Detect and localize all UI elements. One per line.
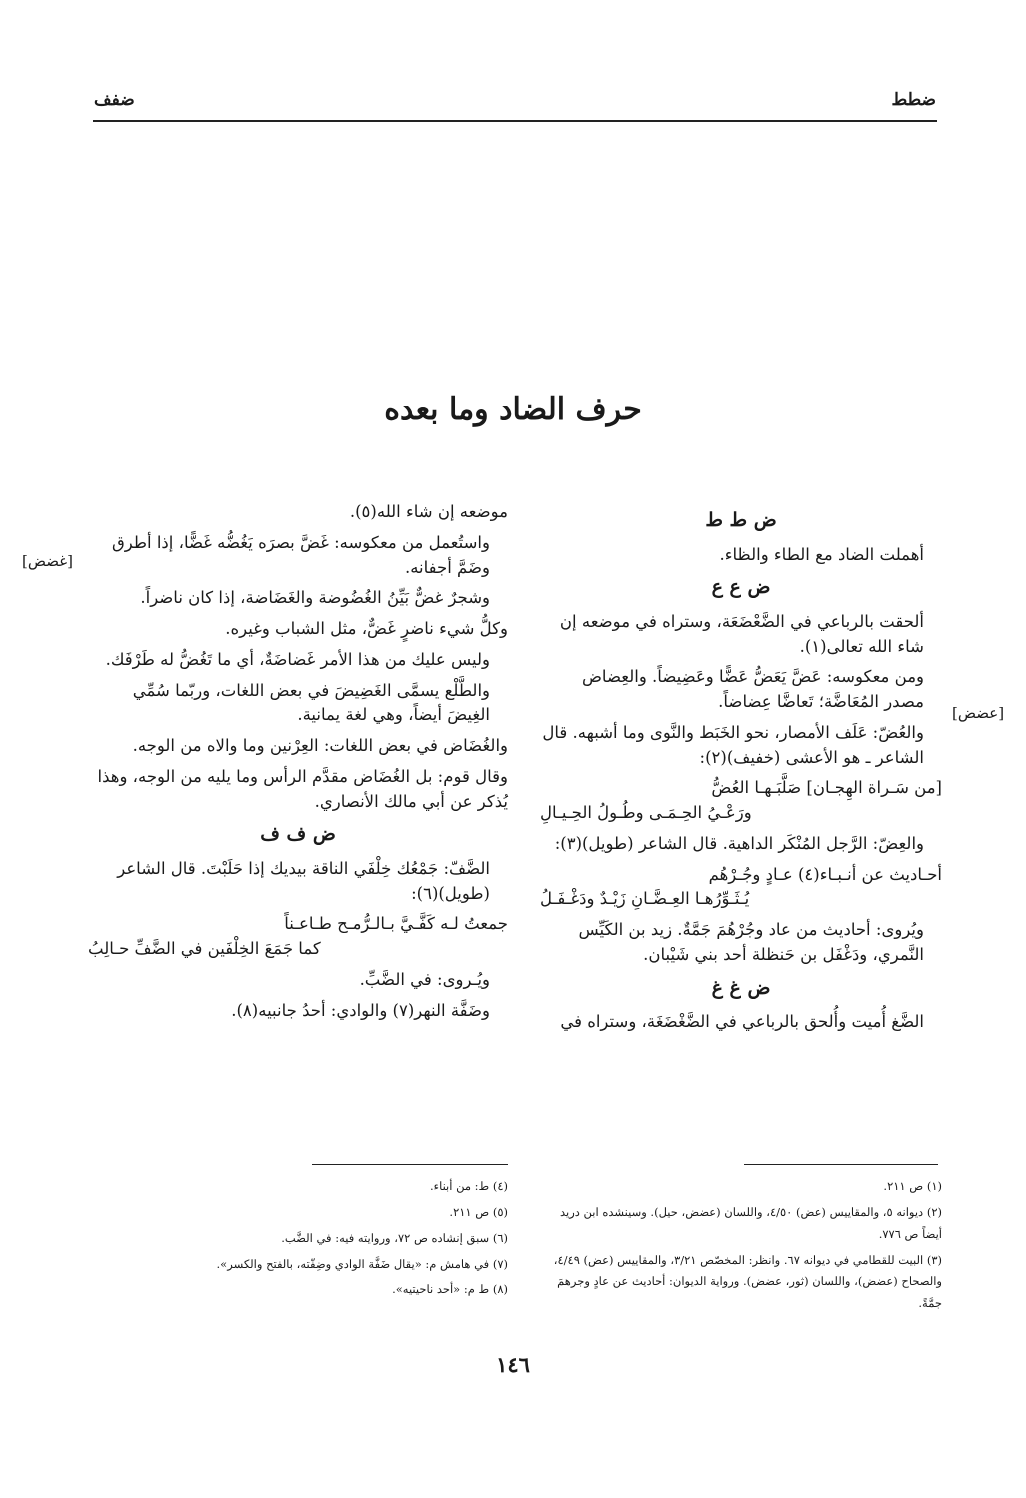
header-right-word: ضطط xyxy=(891,90,936,110)
entry-text: والعُضّ: عَلَف الأمصار، نحو الخَبَط والنَّوى وما أشبهه. قال الشاعر ـ هو الأعشى (خفيف)(٢): xyxy=(542,722,924,767)
page-number: ١٤٦ xyxy=(496,1352,530,1377)
left-column xyxy=(88,500,508,1029)
verse-line: أحـاديث عن أنـبـاء(٤) عـادٍ وجُـرْهُم xyxy=(708,864,942,884)
header-left-word: ضفف xyxy=(94,90,135,110)
footnote-rule-left xyxy=(312,1164,508,1165)
verse-line: جمعتُ لـه كَفَّـيَّ بـالـرُّمـح طـاعـناً xyxy=(284,914,508,934)
entry-text: وقال قوم: بل الغُضَاض مقدَّم الرأس وما يليه من الوجه، وهذا يُذكر عن أبي مالك الأنصاري. xyxy=(97,766,508,811)
entry-text: وكلُّ شيء ناضرٍ غَضٌّ، مثل الشباب وغيره. xyxy=(225,619,508,638)
entry-text: موضعه إن شاء الله(٥). xyxy=(349,502,508,521)
footnote: (٣) البيت للقطامي في ديوانه ٦٧. وانظر: المخصّص ٣/٢١، والمقاييس (عض) ٤/٤٩، والصحاح (عضض)، واللسان (ثور، عضض). ورواية الديوان: أحاديث عن عادٍ وجرهمَ جمَّةً. xyxy=(553,1252,942,1311)
entry-text: ويُروى: أحاديث من عاد وجُرْهُمَ جَمَّةٌ. زيد بن الكَيِّس النَّمري، ودَغْفَل بن حَنظلة أحد بني شَيْبان. xyxy=(578,920,924,964)
footnote: (٨) ط م: «أحد ناحيتيه». xyxy=(392,1282,508,1297)
right-column xyxy=(540,500,942,1041)
footnotes-right xyxy=(540,1176,942,1319)
entry-text: أهملت الضاد مع الطاء والظاء. xyxy=(719,544,924,564)
footnote: (٦) سبق إنشاده ص ٧٢، وروايته فيه: في الضَّب. xyxy=(281,1230,508,1245)
footnote: (٢) ديوانه ٥، والمقاييس (عض) ٤/٥٠، واللسان (عضض، حيل). وسينشده ابن دريد أيضاً ص ٧٧٦. xyxy=(559,1204,942,1241)
verse-line: [من سَـراة الهِجـان] صَلَّبَـهـا العُضُّ xyxy=(711,778,942,798)
entry-title-dtt: ض ط ط xyxy=(705,509,777,531)
entry-text: والطَّلْع يسمَّى الغَضِيضَ في بعض اللغات، وربّما سُمِّي الغِيضَ أيضاً، وهي لغة يمانية. xyxy=(132,680,490,725)
entry-text: والغُضَاض في بعض اللغات: العِرْنين وما والاه من الوجه. xyxy=(132,736,508,755)
entry-text: وشجرٌ غضٌّ بَيِّنُ الغُضُوضة والغَضَاضة، إذا كان ناضراً. xyxy=(140,588,490,608)
entry-title-dgg: ض غ غ xyxy=(711,976,771,999)
verse-line: ورَعْـيُ الحِـمَـى وطُـولُ الحِـيـالِ xyxy=(540,803,752,822)
verse-line: كما جَمَعَ الخِلْفَين في الضَّفِّ حـالِبُ xyxy=(88,939,321,958)
verse xyxy=(540,776,942,826)
footnote: (١) ص ٢١١. xyxy=(883,1179,942,1193)
entry-title-dff: ض ف ف xyxy=(260,823,336,846)
verse xyxy=(88,912,508,962)
entry-text: الضَّغ أُميت وأُلحق بالرباعي في الضَّغْضَغَة، وستراه في xyxy=(560,1012,924,1031)
entry-text: ومن معكوسه: عَضَّ يَعَضُّ عَضًّا وعَضِيضاً. والعِضاض مصدر المُعَاضَّة؛ تَعاضَّا عِضاضاً. xyxy=(581,667,924,711)
footnote: (٥) ص ٢١١. xyxy=(449,1204,508,1219)
entry-text: واستُعمل من معكوسه: غَضَّ بصرَه يَغُضُّه غَضًّا، إذا أطرق وضَمَّ أجفانه. xyxy=(111,532,490,577)
header-rule xyxy=(93,120,937,122)
footnote-rule-right xyxy=(744,1164,938,1165)
entry-text: ألحقت بالرباعي في الضَّعْضَعَة، وستراه في موضعه إن شاء الله تعالى(١). xyxy=(559,611,924,656)
margin-note-right: [عضض] xyxy=(952,704,1005,722)
entry-title-dee: ض ع ع xyxy=(711,576,771,599)
margin-note-left: [غضض] xyxy=(22,552,73,570)
verse xyxy=(540,863,942,913)
entry-text: وليس عليك من هذا الأمر غَضاضَةٌ، أي ما تَغُضُّ له طَرْفَك. xyxy=(105,649,490,669)
footnotes-left xyxy=(88,1176,508,1305)
entry-text: وضَفَّة النهر(٧) والوادي: أحدُ جانبيه(٨). xyxy=(231,1000,490,1020)
verse-line: يُـثَـوِّرُهـا العِـضَّـانِ زَيْـدٌ ودَغْـفَـلُ xyxy=(540,889,750,909)
footnote: (٧) في هامش م: «يقال ضَفَّة الوادي وضِفّته، بالفتح والكسر». xyxy=(216,1256,508,1271)
footnote: (٤) ط: من أبناء. xyxy=(430,1179,508,1193)
section-title: حرف الضاد وما بعده xyxy=(384,392,642,427)
entry-text: ويُـروى: في الضَّبِّ. xyxy=(359,969,490,989)
entry-text: والعِضّ: الرَّجل المُنْكَر الداهية. قال الشاعر (طويل)(٣): xyxy=(554,833,924,853)
entry-text: الضَّفّ: جَمْعُك خِلْفَي الناقة بيديك إذا حَلَبْتَ. قال الشاعر (طويل)(٦): xyxy=(117,858,490,903)
